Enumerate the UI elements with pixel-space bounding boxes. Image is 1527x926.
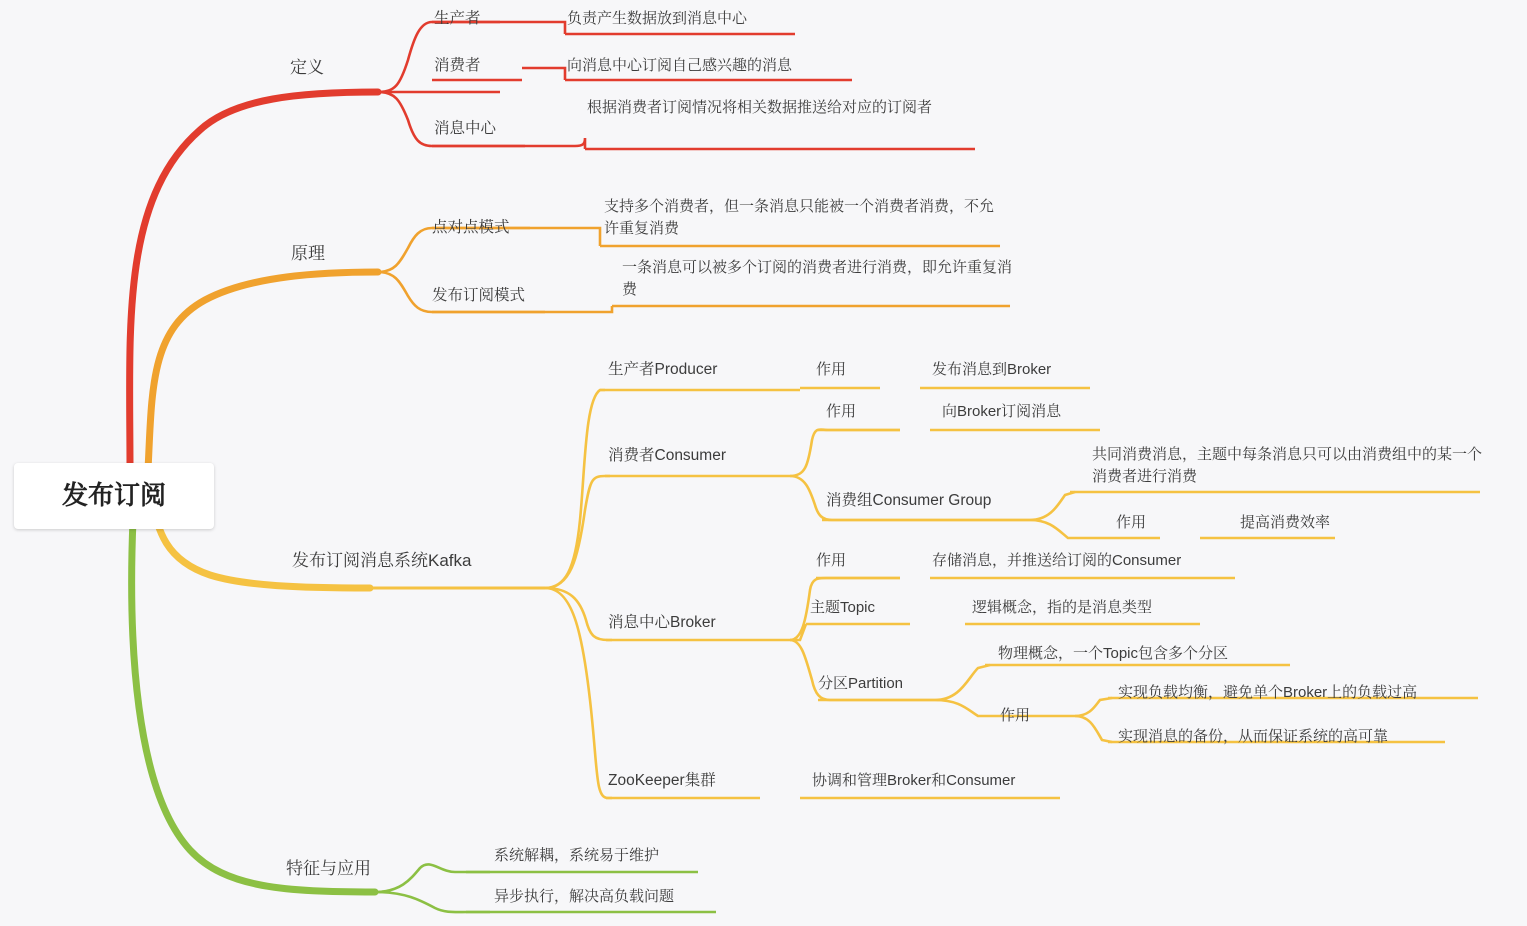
node-zookeeper[interactable]: ZooKeeper集群 <box>608 772 716 789</box>
node-pubsub-mode-desc[interactable]: 一条消息可以被多个订阅的消费者进行消费，即允许重复消费 <box>622 259 1013 298</box>
node-consumer-group-role[interactable]: 作用 <box>1116 514 1147 531</box>
node-broker-role-desc[interactable]: 存储消息，并推送给订阅的Consumer <box>932 552 1182 569</box>
node-principle[interactable]: 原理 <box>291 244 325 263</box>
node-definition-consumer-desc[interactable]: 向消息中心订阅自己感兴趣的消息 <box>567 57 793 74</box>
node-feature-decoupling[interactable]: 系统解耦，系统易于维护 <box>494 847 660 864</box>
node-kafka-broker[interactable]: 消息中心Broker <box>608 614 716 631</box>
node-pubsub-mode[interactable]: 发布订阅模式 <box>432 287 526 304</box>
node-definition[interactable]: 定义 <box>290 58 324 77</box>
node-partition-role[interactable]: 作用 <box>1000 707 1031 724</box>
root-node[interactable]: 发布订阅 <box>14 463 214 529</box>
node-kafka-producer[interactable]: 生产者Producer <box>608 361 718 378</box>
node-definition-center-desc[interactable]: 根据消费者订阅情况将相关数据推送给对应的订阅者 <box>587 99 933 116</box>
node-partition-role-desc-1[interactable]: 实现负载均衡，避免单个Broker上的负载过高 <box>1118 684 1418 701</box>
node-definition-center[interactable]: 消息中心 <box>434 120 497 137</box>
node-kafka-consumer[interactable]: 消费者Consumer <box>608 447 726 464</box>
node-broker-role[interactable]: 作用 <box>816 552 847 569</box>
node-partition-desc[interactable]: 物理概念，一个Topic包含多个分区 <box>998 645 1229 662</box>
node-kafka-producer-role-desc[interactable]: 发布消息到Broker <box>932 361 1052 378</box>
node-definition-consumer[interactable]: 消费者 <box>434 57 481 74</box>
node-p2p-mode[interactable]: 点对点模式 <box>432 219 510 236</box>
node-topic-desc[interactable]: 逻辑概念，指的是消息类型 <box>972 599 1153 616</box>
node-feature-async[interactable]: 异步执行，解决高负载问题 <box>494 888 675 905</box>
node-definition-producer-desc[interactable]: 负责产生数据放到消息中心 <box>567 10 748 27</box>
node-features[interactable]: 特征与应用 <box>286 859 371 878</box>
node-consumer-group-role-desc[interactable]: 提高消费效率 <box>1240 514 1331 531</box>
node-zookeeper-desc[interactable]: 协调和管理Broker和Consumer <box>812 772 1016 789</box>
node-topic[interactable]: 主题Topic <box>810 599 876 616</box>
node-kafka-consumer-role-desc[interactable]: 向Broker订阅消息 <box>942 403 1062 420</box>
node-kafka-producer-role[interactable]: 作用 <box>816 361 847 378</box>
node-consumer-group[interactable]: 消费组Consumer Group <box>826 492 992 509</box>
node-definition-producer[interactable]: 生产者 <box>434 10 481 27</box>
node-partition[interactable]: 分区Partition <box>818 675 904 692</box>
node-partition-role-desc-2[interactable]: 实现消息的备份，从而保证系统的高可靠 <box>1118 728 1389 745</box>
node-consumer-group-desc[interactable]: 共同消费消息，主题中每条消息只可以由消费组中的某一个消费者进行消费 <box>1092 446 1483 485</box>
node-kafka-consumer-role[interactable]: 作用 <box>826 403 857 420</box>
node-p2p-mode-desc[interactable]: 支持多个消费者，但一条消息只能被一个消费者消费，不允许重复消费 <box>604 198 995 237</box>
node-kafka[interactable]: 发布订阅消息系统Kafka <box>292 551 472 570</box>
